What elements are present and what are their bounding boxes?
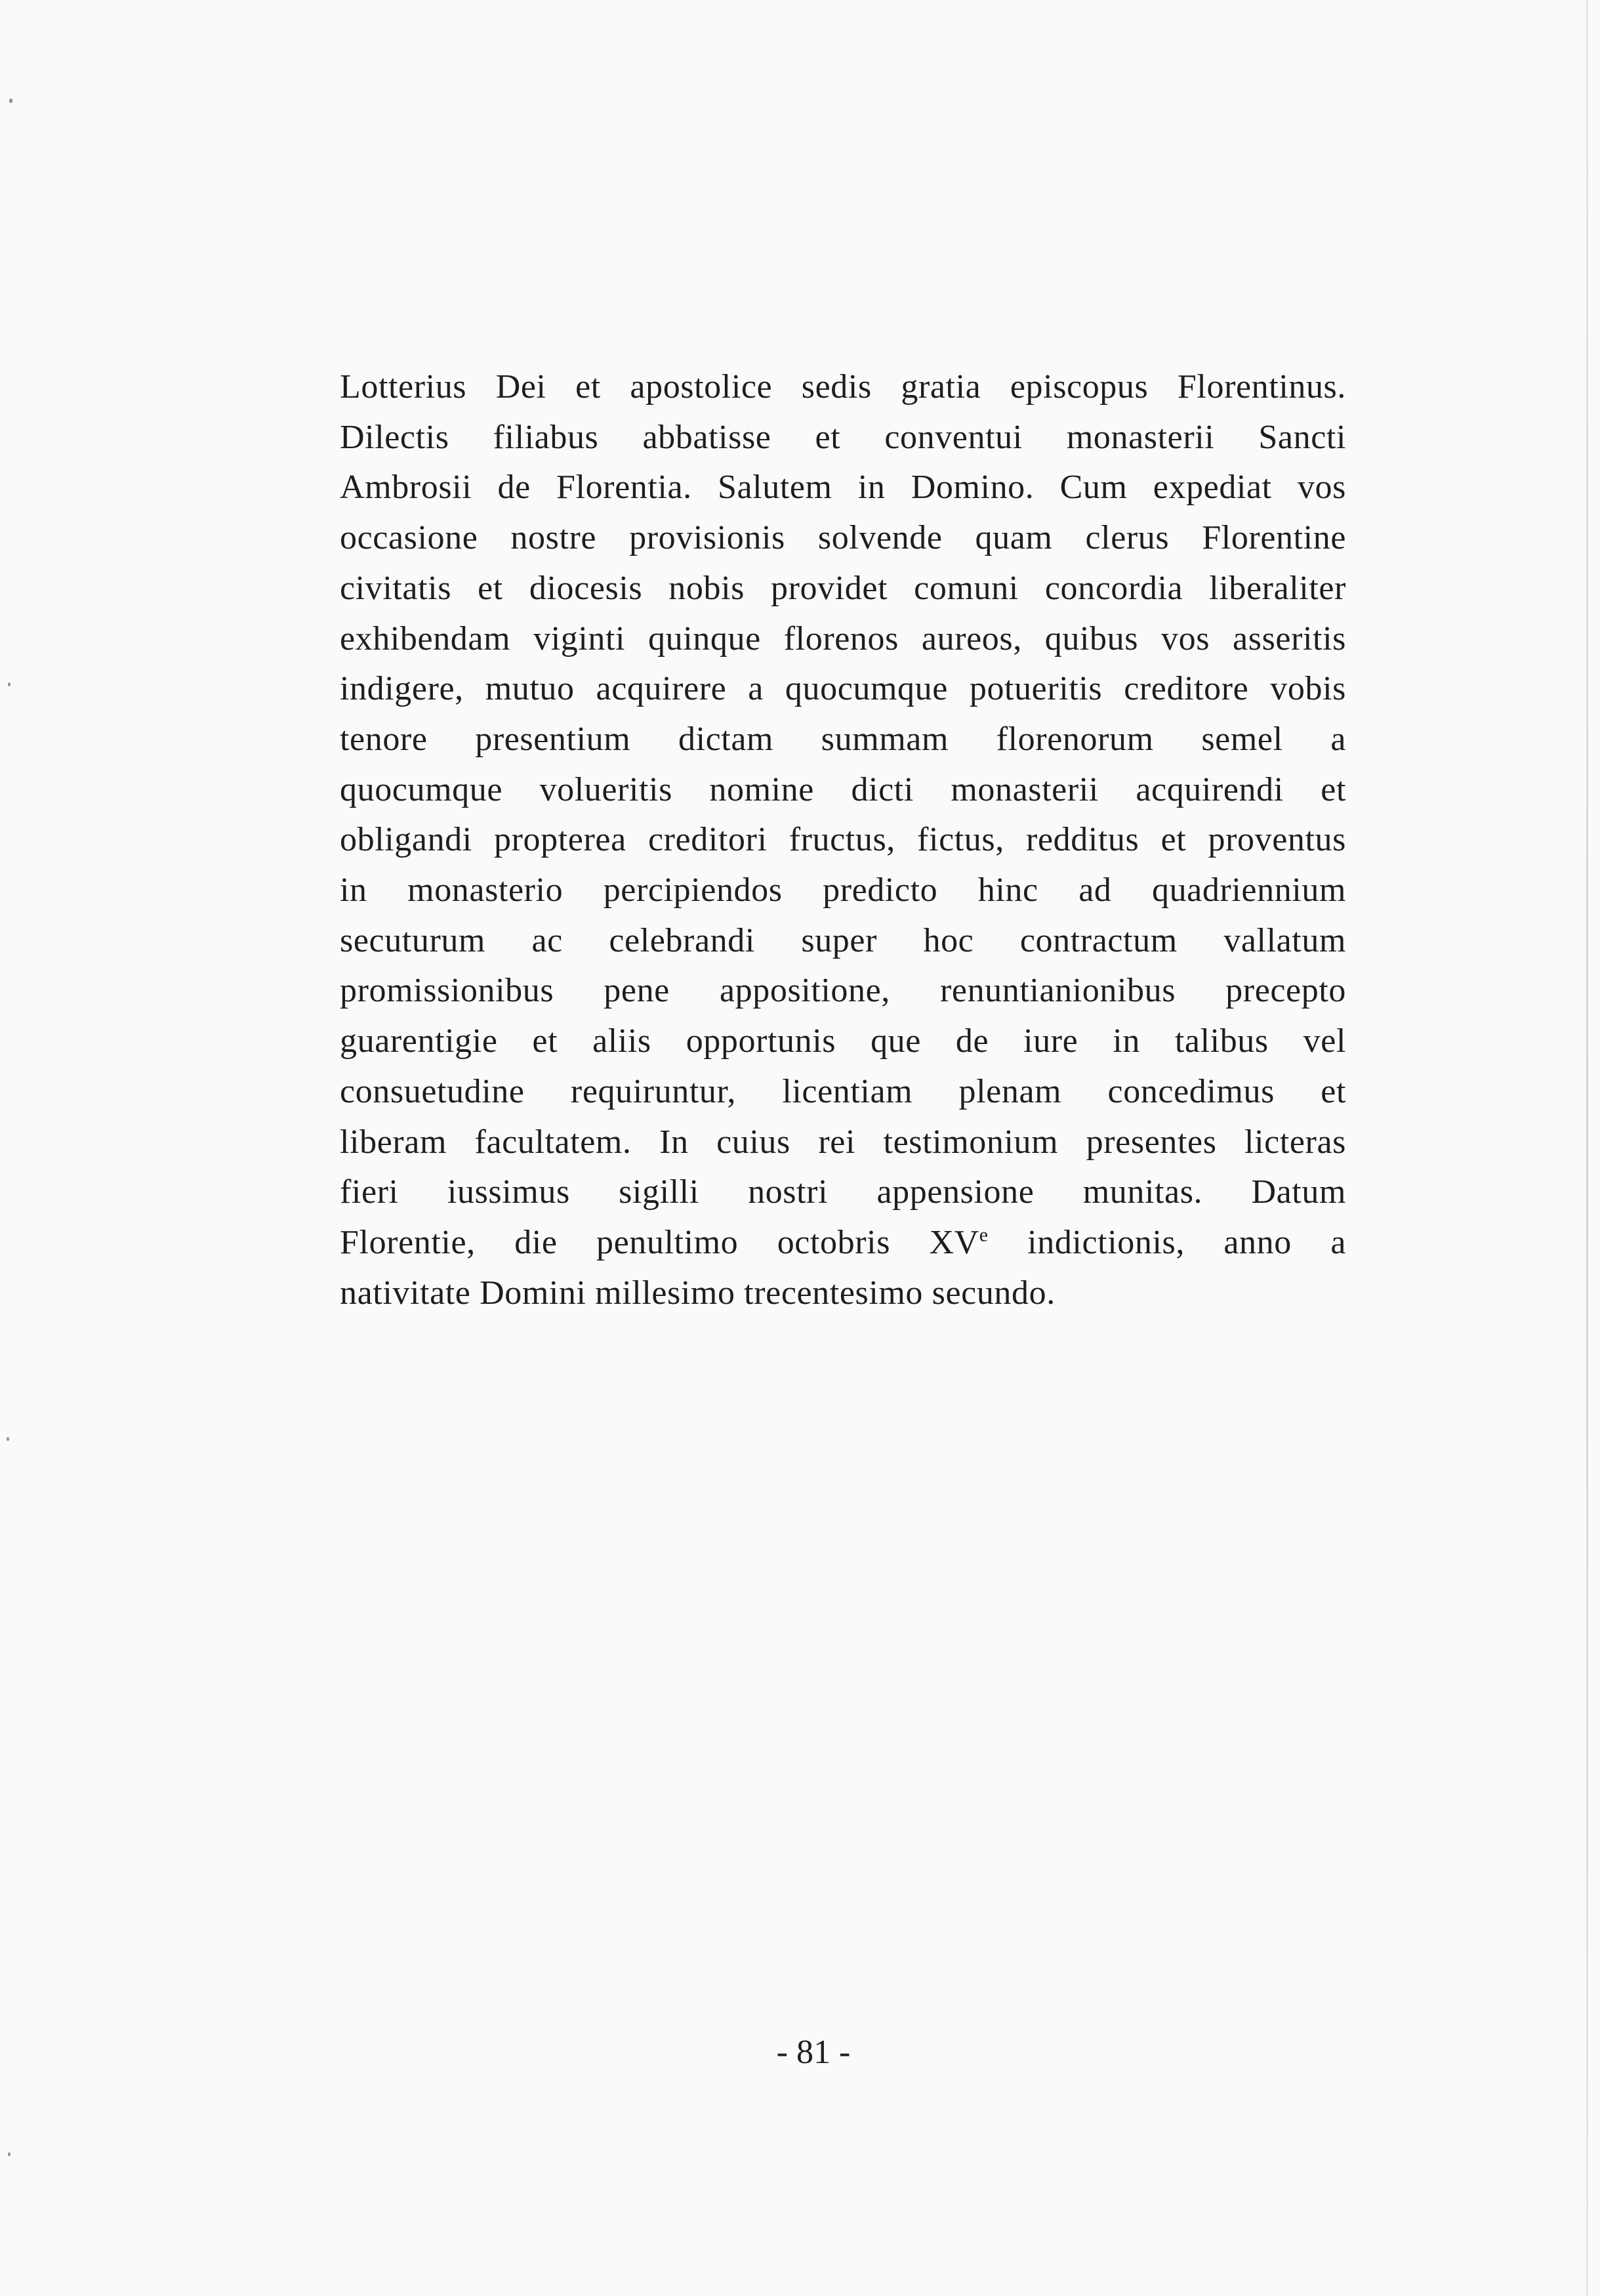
- text-line: guarentigie et aliis opportunis que de iure in talibus vel: [340, 1022, 1346, 1060]
- text-line: Lotterius Dei et apostolice sedis gratia episcopus Florentinus.: [340, 368, 1346, 406]
- text-line: Ambrosii de Florentia. Salutem in Domino. Cum expediat vos: [340, 469, 1346, 507]
- text-line: promissionibus pene appositione, renuntianionibus precepto: [340, 972, 1346, 1010]
- scan-speck: [8, 2152, 10, 2156]
- document-body: [340, 362, 1346, 1318]
- text-line: quocumque volueritis nomine dicti monasterii acquirendi et: [340, 770, 1346, 808]
- page-number: - 81 -: [776, 2034, 851, 2071]
- text-line: liberam facultatem. In cuius rei testimonium presentes licteras: [340, 1123, 1346, 1161]
- text-line: obligandi propterea creditori fructus, fictus, redditus et proventus: [340, 821, 1346, 859]
- text-line: exhibendam viginti quinque florenos aureos, quibus vos asseritis: [340, 619, 1346, 657]
- text-segment: Florentie, die penultimo octobris XV: [340, 1223, 979, 1261]
- superscript: e: [979, 1224, 989, 1246]
- text-line-last: nativitate Domini millesimo trecentesimo secundo.: [340, 1274, 1056, 1312]
- text-line: Dilectis filiabus abbatisse et conventui monasterii Sancti: [340, 418, 1346, 456]
- page-edge: [1586, 0, 1588, 2296]
- text-line: secuturum ac celebrandi super hoc contractum vallatum: [340, 921, 1346, 959]
- text-line: [340, 1218, 1346, 1268]
- scan-speck: [9, 98, 12, 103]
- scan-speck: [8, 682, 10, 686]
- text-line: consuetudine requiruntur, licentiam plenam concedimus et: [340, 1072, 1346, 1110]
- text-line: indigere, mutuo acquirere a quocumque potueritis creditore vobis: [340, 670, 1346, 708]
- text-line: civitatis et diocesis nobis providet comuni concordia liberaliter: [340, 569, 1346, 607]
- text-line: fieri iussimus sigilli nostri appensione munitas. Datum: [340, 1173, 1346, 1211]
- text-line: occasione nostre provisionis solvende quam clerus Florentine: [340, 519, 1346, 557]
- text-segment: indictionis, anno a: [988, 1223, 1346, 1261]
- text-line: in monasterio percipiendos predicto hinc ad quadriennium: [340, 871, 1346, 909]
- scan-speck: [7, 1437, 9, 1441]
- text-line: tenore presentium dictam summam florenorum semel a: [340, 720, 1346, 758]
